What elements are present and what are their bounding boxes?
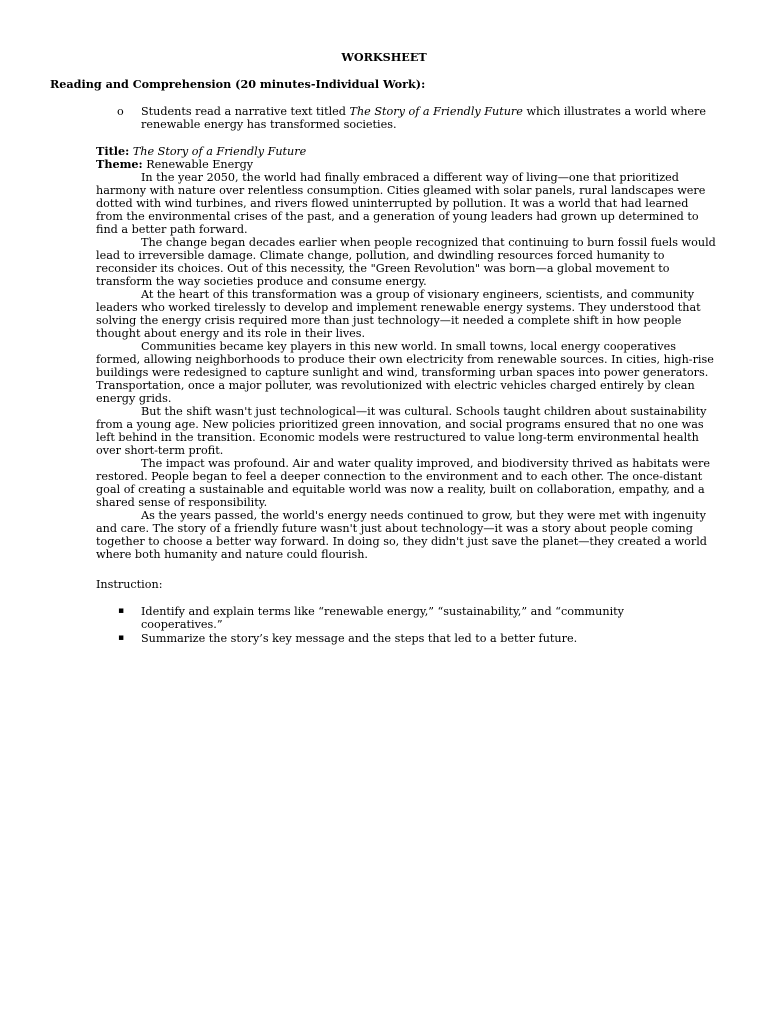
story-theme-value: Renewable Energy	[146, 158, 254, 171]
story-paragraph: In the year 2050, the world had finally embraced a different way of living—one that prioritized harmony with nature over relentless consumption. Cities gleamed with solar panels, rural landscapes were dotted with wind turbines, and rivers flowed uninterrupted by pollution. It was a world that had learned from the environmental crises of the past, and a generation of young leaders had grown up determined to find a better path forward.	[96, 171, 706, 236]
intro-text-after: which illustrates a world where renewable energy has transformed societies.	[141, 105, 707, 131]
worksheet-title: WORKSHEET	[341, 50, 427, 64]
story-paragraph: But the shift wasn't just technological—it was cultural. Schools taught children about sustainability from a young age. New policies prioritized green innovation, and social programs ensured that no one was left behind in the transition. Economic models were restructured to value long-term environmental health over short-term profit.	[96, 405, 707, 457]
intro-text-before: Students read a narrative text titled	[141, 105, 350, 118]
story-paragraph: The impact was profound. Air and water quality improved, and biodiversity thrived as habitats were restored. People began to feel a deeper connection to the environment and to each other. The once-distant goal of creating a sustainable and equitable world was now a reality, built on collaboration, empathy, and a shared sense of responsibility.	[96, 457, 710, 509]
instruction-label: Instruction:	[96, 578, 163, 591]
story-theme-label: Theme:	[96, 157, 143, 171]
instruction-item: Summarize the story’s key message and the steps that led to a better future.	[141, 632, 578, 645]
hollow-bullet-marker: o	[117, 105, 124, 118]
section-heading: Reading and Comprehension (20 minutes-Individual Work):	[50, 77, 426, 91]
intro-bullet-text	[141, 105, 731, 131]
story-title-line	[96, 145, 718, 158]
square-bullet-marker: ▪	[118, 606, 125, 616]
instruction-item: Identify and explain terms like “renewable energy,” “sustainability,” and “community cooperatives.”	[141, 605, 624, 631]
intro-story-title: The Story of a Friendly Future	[349, 105, 523, 118]
story-paragraph: At the heart of this transformation was a group of visionary engineers, scientists, and community leaders who worked tirelessly to develop and implement renewable energy systems. They understood that solving the energy crisis required more than just technology—it needed a complete shift in how people thought about energy and its role in their lives.	[96, 288, 701, 340]
story-paragraph: Communities became key players in this new world. In small towns, local energy cooperatives formed, allowing neighborhoods to produce their own electricity from renewable sources. In cities, high-rise buildings were redesigned to capture sunlight and wind, transforming urban spaces into power generators. Transportation, once a major polluter, was revolutionized with electric vehicles charged entirely by clean energy grids.	[96, 340, 714, 405]
square-bullet-marker: ▪	[118, 633, 125, 643]
story-title-label: Title:	[96, 144, 130, 158]
story-theme-line	[96, 158, 718, 171]
story-paragraph: The change began decades earlier when people recognized that continuing to burn fossil fuels would lead to irreversible damage. Climate change, pollution, and dwindling resources forced humanity to reconsider its choices. Out of this necessity, the "Green Revolution" was born—a global movement to transform the way societies produce and consume energy.	[96, 236, 716, 288]
story-paragraph: As the years passed, the world's energy needs continued to grow, but they were met with ingenuity and care. The story of a friendly future wasn't just about technology—it was a story about people coming together to choose a better way forward. In doing so, they didn't just save the planet—they created a world where both humanity and nature could flourish.	[96, 509, 707, 561]
story-title-value: The Story of a Friendly Future	[132, 145, 307, 158]
story-block	[96, 145, 718, 561]
